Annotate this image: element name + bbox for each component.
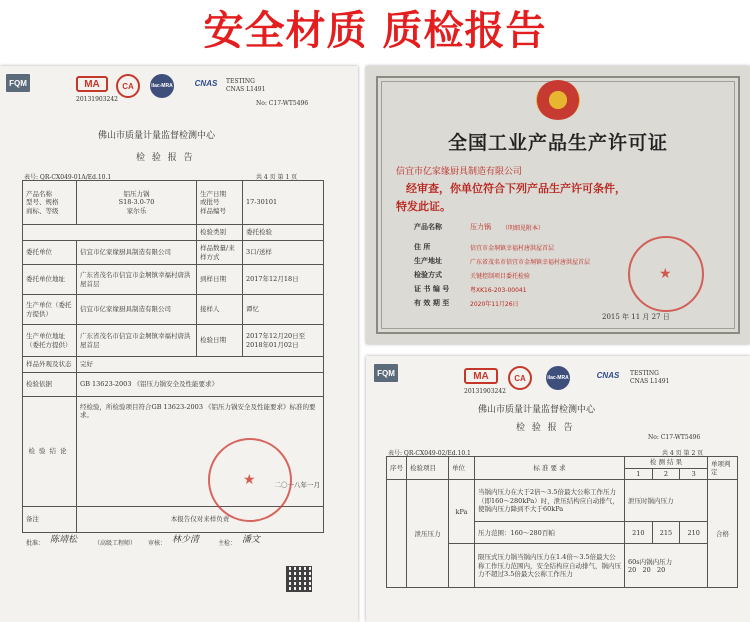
auditor-signature: 林少清 — [172, 535, 200, 545]
signer-role: （高级工程师） — [94, 540, 137, 547]
page-number: 共 4 页 第 1 页 — [256, 174, 298, 181]
col-result: 检 测 结 果 — [625, 457, 708, 469]
report-number: No: C17-WT5496 — [256, 100, 309, 107]
cnas-logo-icon: CNAS — [194, 78, 218, 88]
result-cell-2 — [625, 544, 708, 588]
production-license — [366, 66, 750, 344]
license-check: 关键控制项目委托检验 — [470, 273, 531, 280]
product-value: 铝压力锅 — [123, 190, 150, 199]
item-unit: kPa — [449, 480, 475, 544]
sample-state-label: 样品外观及状态 — [23, 357, 77, 373]
check-date-value: 2017年12月20日至2018年01月02日 — [243, 325, 324, 357]
stamp-date: 二〇一八年一月 — [274, 481, 320, 490]
license-cert: 粤XK16-203-00041 — [470, 287, 527, 294]
ma-logo-icon: MA — [464, 368, 498, 384]
requirement-3: 限压式压力锅当锅内压力在1.4倍～3.5倍最大公称工作压力范围内，安全结构应自动排气，锅内压力不超过3.5倍最大公称工作压力 — [475, 544, 625, 588]
conclusion-label: 检验结论 — [23, 397, 77, 507]
license-product-sub: （明细见附本） — [502, 225, 545, 232]
product-label: 产品名称 — [26, 190, 52, 199]
col-req: 标 准 要 求 — [475, 457, 625, 480]
license-title: 全国工业产品生产许可证 — [447, 132, 668, 154]
results-table — [386, 456, 738, 588]
col-sample-2: 2 — [652, 469, 680, 480]
license-prod-addr: 广东省茂名市信宜市金垌镇幸福村唐洪屋首层 — [470, 259, 591, 266]
maker-label: 生产单位（委托方提供） — [23, 295, 77, 325]
license-prod-addr-label: 生产地址 — [414, 256, 442, 265]
client-value: 信宜市亿家缘厨具制造有限公司 — [77, 241, 197, 265]
result-label-2: 60s内锅内压力 — [628, 557, 673, 566]
license-company: 信宜市亿家缘厨具制造有限公司 — [396, 167, 523, 177]
model-label: 型号、规格 — [26, 198, 59, 207]
basis-label: 检验依据 — [23, 373, 77, 397]
note-label: 备注 — [23, 507, 77, 533]
check-type-value: 委托检验 — [243, 225, 324, 241]
signer-label: 批准： — [26, 540, 45, 547]
main-inspector-signature: 潘文 — [242, 535, 261, 545]
fqm-logo-icon: FQM — [6, 74, 30, 92]
product-label-cell — [23, 181, 77, 225]
receiver-label: 接样人 — [197, 295, 243, 325]
brand-value: 家尔乐 — [126, 206, 147, 215]
result-1-c: 210 — [680, 522, 708, 544]
col-sample-1: 1 — [625, 469, 653, 480]
client-addr-value: 广东省茂名市信宜市金垌镇幸福村唐洪屋首层 — [77, 265, 197, 295]
client-label: 委托单位 — [23, 241, 77, 265]
banner-text: 安全材质 质检报告 — [203, 8, 547, 54]
prod-date-label-cell — [197, 181, 243, 225]
fqm-logo-icon: FQM — [374, 364, 398, 382]
official-seal-icon: ★ — [208, 438, 292, 522]
basis-value: GB 13623-2003 《铝压力锅安全及性能要求》 — [77, 373, 324, 397]
report-page-2 — [366, 356, 750, 622]
license-issue-date: 2015 年 11 月 27 日 — [602, 313, 670, 321]
qr-code-icon — [286, 566, 312, 592]
national-emblem-icon — [536, 80, 580, 120]
client-addr-label: 委托单位地址 — [23, 265, 77, 295]
model-value: S18-3.0-70 — [118, 198, 155, 207]
banner-title — [0, 0, 750, 62]
report-title: 检 验 报 告 — [136, 153, 195, 163]
result-2-b: 20 — [642, 565, 651, 574]
col-item: 检验项目 — [407, 457, 449, 480]
signer-signature: 陈靖松 — [50, 535, 78, 545]
license-address-label: 住 所 — [414, 242, 431, 251]
requirement-2: 压力范围：160～280百帕 — [475, 522, 625, 544]
page-number: 共 4 页 第 2 页 — [662, 450, 704, 457]
auditor-label: 审核： — [148, 540, 167, 547]
test-center-name: 佛山市质量计量监督检测中心 — [98, 131, 216, 141]
form-number: 表号: QR-CX049-01A/Ed.10.1 — [24, 174, 112, 181]
license-cert-label: 证 书 编 号 — [414, 284, 450, 293]
ilac-logo-icon: ilac-MRA — [150, 74, 174, 98]
sample-qty-value: 3口/送样 — [243, 241, 324, 265]
check-date-label: 检验日期 — [197, 325, 243, 357]
cnas-code: CNAS L1491 — [226, 86, 266, 93]
ma-code: 20131903242 — [76, 96, 118, 103]
license-seal-icon: ★ — [628, 236, 704, 312]
sample-state-value: 完好 — [77, 357, 324, 373]
ma-logo-icon: MA — [76, 76, 108, 92]
verdict: 合格 — [708, 480, 738, 588]
license-check-label: 检验方式 — [414, 270, 442, 279]
note-value: 本报告仅对来样负责 — [77, 507, 324, 533]
sample-no-label: 样品编号 — [200, 206, 226, 215]
ca-logo-icon: CA — [116, 74, 140, 98]
col-unit: 单位 — [449, 457, 475, 480]
testing-label: TESTING — [226, 78, 255, 85]
prod-date-label: 生产日期 — [200, 190, 226, 199]
testing-label: TESTING — [630, 370, 659, 377]
license-address: 信宜市金垌镇幸福村唐洪屋首层 — [470, 245, 555, 252]
main-inspector-label: 主检： — [218, 540, 237, 547]
license-product: 压力锅 — [470, 223, 491, 231]
license-statement-2: 特发此证。 — [396, 200, 451, 213]
cnas-logo-icon: CNAS — [596, 370, 620, 380]
result-2-c: 20 — [656, 565, 666, 574]
arrival-label: 到样日期 — [197, 265, 243, 295]
check-type-label: 检验类别 — [197, 225, 243, 241]
col-verdict: 单项判定 — [708, 457, 738, 480]
maker-addr-label: 生产单位地址（委托方提供） — [23, 325, 77, 357]
form-number: 表号: QR-CX049-02/Ed.10.1 — [388, 450, 471, 457]
report-title: 检 验 报 告 — [516, 423, 575, 433]
result-1-a: 210 — [625, 522, 653, 544]
license-valid-label: 有 效 期 至 — [414, 298, 450, 307]
receiver-value: 谭忆 — [243, 295, 324, 325]
ilac-logo-icon: ilac-MRA — [546, 366, 570, 390]
test-center-name: 佛山市质量计量监督检测中心 — [478, 405, 596, 415]
license-valid: 2020年11月26日 — [470, 301, 519, 308]
result-2-a: 20 — [628, 565, 637, 574]
arrival-value: 2017年12月18日 — [243, 265, 324, 295]
batch-label: 或批号 — [200, 198, 220, 207]
brand-label: 商标、等级 — [26, 206, 59, 215]
cnas-code: CNAS L1491 — [630, 378, 670, 385]
ca-logo-icon: CA — [508, 366, 532, 390]
sample-qty-label: 样品数量/来样方式 — [197, 241, 243, 265]
col-no: 序号 — [387, 457, 407, 480]
conclusion-text: 经检验，所检验项目符合GB 13623-2003 《铝压力锅安全及性能要求》标准的要求。 — [80, 403, 316, 420]
ma-code: 20131903242 — [464, 388, 506, 395]
license-product-label: 产品名称 — [414, 222, 442, 231]
requirement-1: 当锅内压力在大于2倍～3.5倍最大公称工作压力（即160～280kPa）时，泄压结构应自动排气，使锅内压力降到不大于60kPa — [475, 480, 625, 522]
report-number: No: C17-WT5496 — [648, 434, 701, 441]
sample-no-value: 17-30101 — [243, 181, 324, 225]
result-1-b: 215 — [652, 522, 680, 544]
item-name: 泄压压力 — [407, 480, 449, 588]
col-sample-3: 3 — [680, 469, 708, 480]
result-label-1: 泄压时锅内压力 — [625, 480, 708, 522]
report-page-1 — [0, 66, 358, 622]
product-cell — [77, 181, 197, 225]
maker-value: 信宜市亿家缘厨具制造有限公司 — [77, 295, 197, 325]
maker-addr-value: 广东省茂名市信宜市金垌镇幸福村唐洪屋首层 — [77, 325, 197, 357]
license-statement: 经审查，你单位符合下列产品生产许可条件， — [406, 182, 626, 195]
